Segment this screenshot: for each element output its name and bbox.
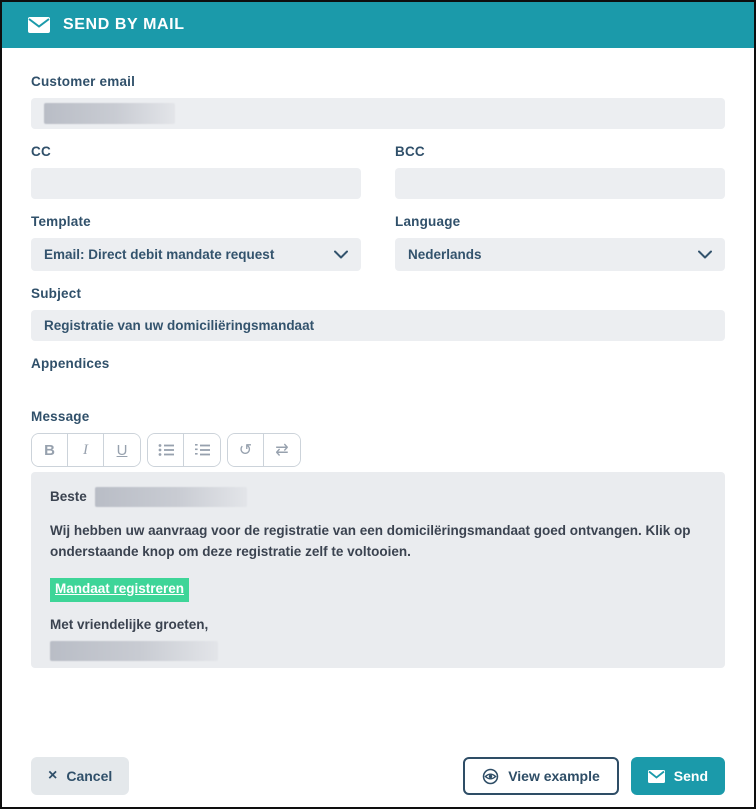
cc-bcc-row [31, 144, 725, 199]
chevron-down-icon [334, 250, 348, 259]
language-field-group [395, 214, 725, 271]
eye-icon [482, 768, 499, 785]
template-select[interactable] [31, 238, 361, 271]
greeting-line [50, 487, 706, 508]
bullet-list-button[interactable] [148, 434, 184, 466]
message-field-group [31, 409, 725, 668]
language-label: Language [395, 214, 461, 229]
customer-email-input[interactable] [31, 98, 725, 129]
dialog-title: SEND BY MAIL [63, 16, 185, 33]
language-select[interactable] [395, 238, 725, 271]
template-language-row [31, 214, 725, 271]
message-paragraph: Wij hebben uw aanvraag voor de registratie van een domicilëringsmandaat goed ontvangen. Klik op onderstaande knop om deze registratie zelf te voltooien. [50, 522, 691, 559]
cc-input[interactable] [31, 168, 361, 199]
undo-redo-button-group [227, 433, 301, 467]
cc-label: CC [31, 144, 51, 159]
appendices-label: Appendices [31, 356, 110, 371]
message-label: Message [31, 409, 90, 424]
numbered-list-button[interactable] [184, 434, 220, 466]
template-label: Template [31, 214, 91, 229]
view-example-label: View example [508, 768, 600, 784]
numbered-list-icon [194, 443, 210, 457]
message-editor[interactable] [31, 472, 725, 668]
appendices-field-group [31, 356, 725, 371]
greeting-name-redacted [95, 487, 247, 507]
bcc-label: BCC [395, 144, 425, 159]
send-button[interactable] [631, 757, 725, 795]
template-field-group [31, 214, 361, 271]
list-button-group [147, 433, 221, 467]
dialog-titlebar [2, 2, 754, 48]
customer-email-redacted-value [44, 103, 175, 124]
subject-label: Subject [31, 286, 82, 301]
send-button-label: Send [673, 768, 708, 784]
signature-redacted [50, 641, 218, 661]
subject-value: Registratie van uw domiciliëringsmandaat [44, 318, 315, 333]
subject-field-group [31, 286, 725, 341]
underline-button[interactable]: U [104, 434, 140, 466]
bcc-field-group [395, 144, 725, 199]
bold-button[interactable]: B [32, 434, 68, 466]
mandate-register-link[interactable]: Mandaat registreren [50, 578, 189, 602]
envelope-icon [28, 17, 50, 33]
text-style-button-group [31, 433, 141, 467]
message-toolbar [31, 433, 725, 467]
template-selected-value: Email: Direct debit mandate request [44, 247, 275, 262]
bcc-input[interactable] [395, 168, 725, 199]
customer-email-field-group [31, 74, 725, 129]
undo-button[interactable]: ↺ [228, 434, 264, 466]
redo-button[interactable]: ⇄ [264, 434, 300, 466]
cc-field-group [31, 144, 361, 199]
subject-input[interactable] [31, 310, 725, 341]
greeting-text: Beste [50, 489, 87, 504]
cancel-button-label: Cancel [66, 768, 113, 784]
language-selected-value: Nederlands [408, 247, 482, 262]
envelope-icon [648, 770, 665, 783]
bullet-list-icon [158, 443, 174, 457]
cancel-button[interactable] [31, 757, 129, 795]
footer-right-buttons [463, 757, 725, 795]
closing-text: Met vriendelijke groeten, [50, 616, 209, 632]
dialog-footer [31, 757, 725, 797]
close-icon: × [48, 767, 58, 784]
dialog-body [2, 48, 754, 807]
chevron-down-icon [698, 250, 712, 259]
customer-email-label: Customer email [31, 74, 136, 89]
italic-button[interactable]: I [68, 434, 104, 466]
view-example-button[interactable] [463, 757, 619, 795]
